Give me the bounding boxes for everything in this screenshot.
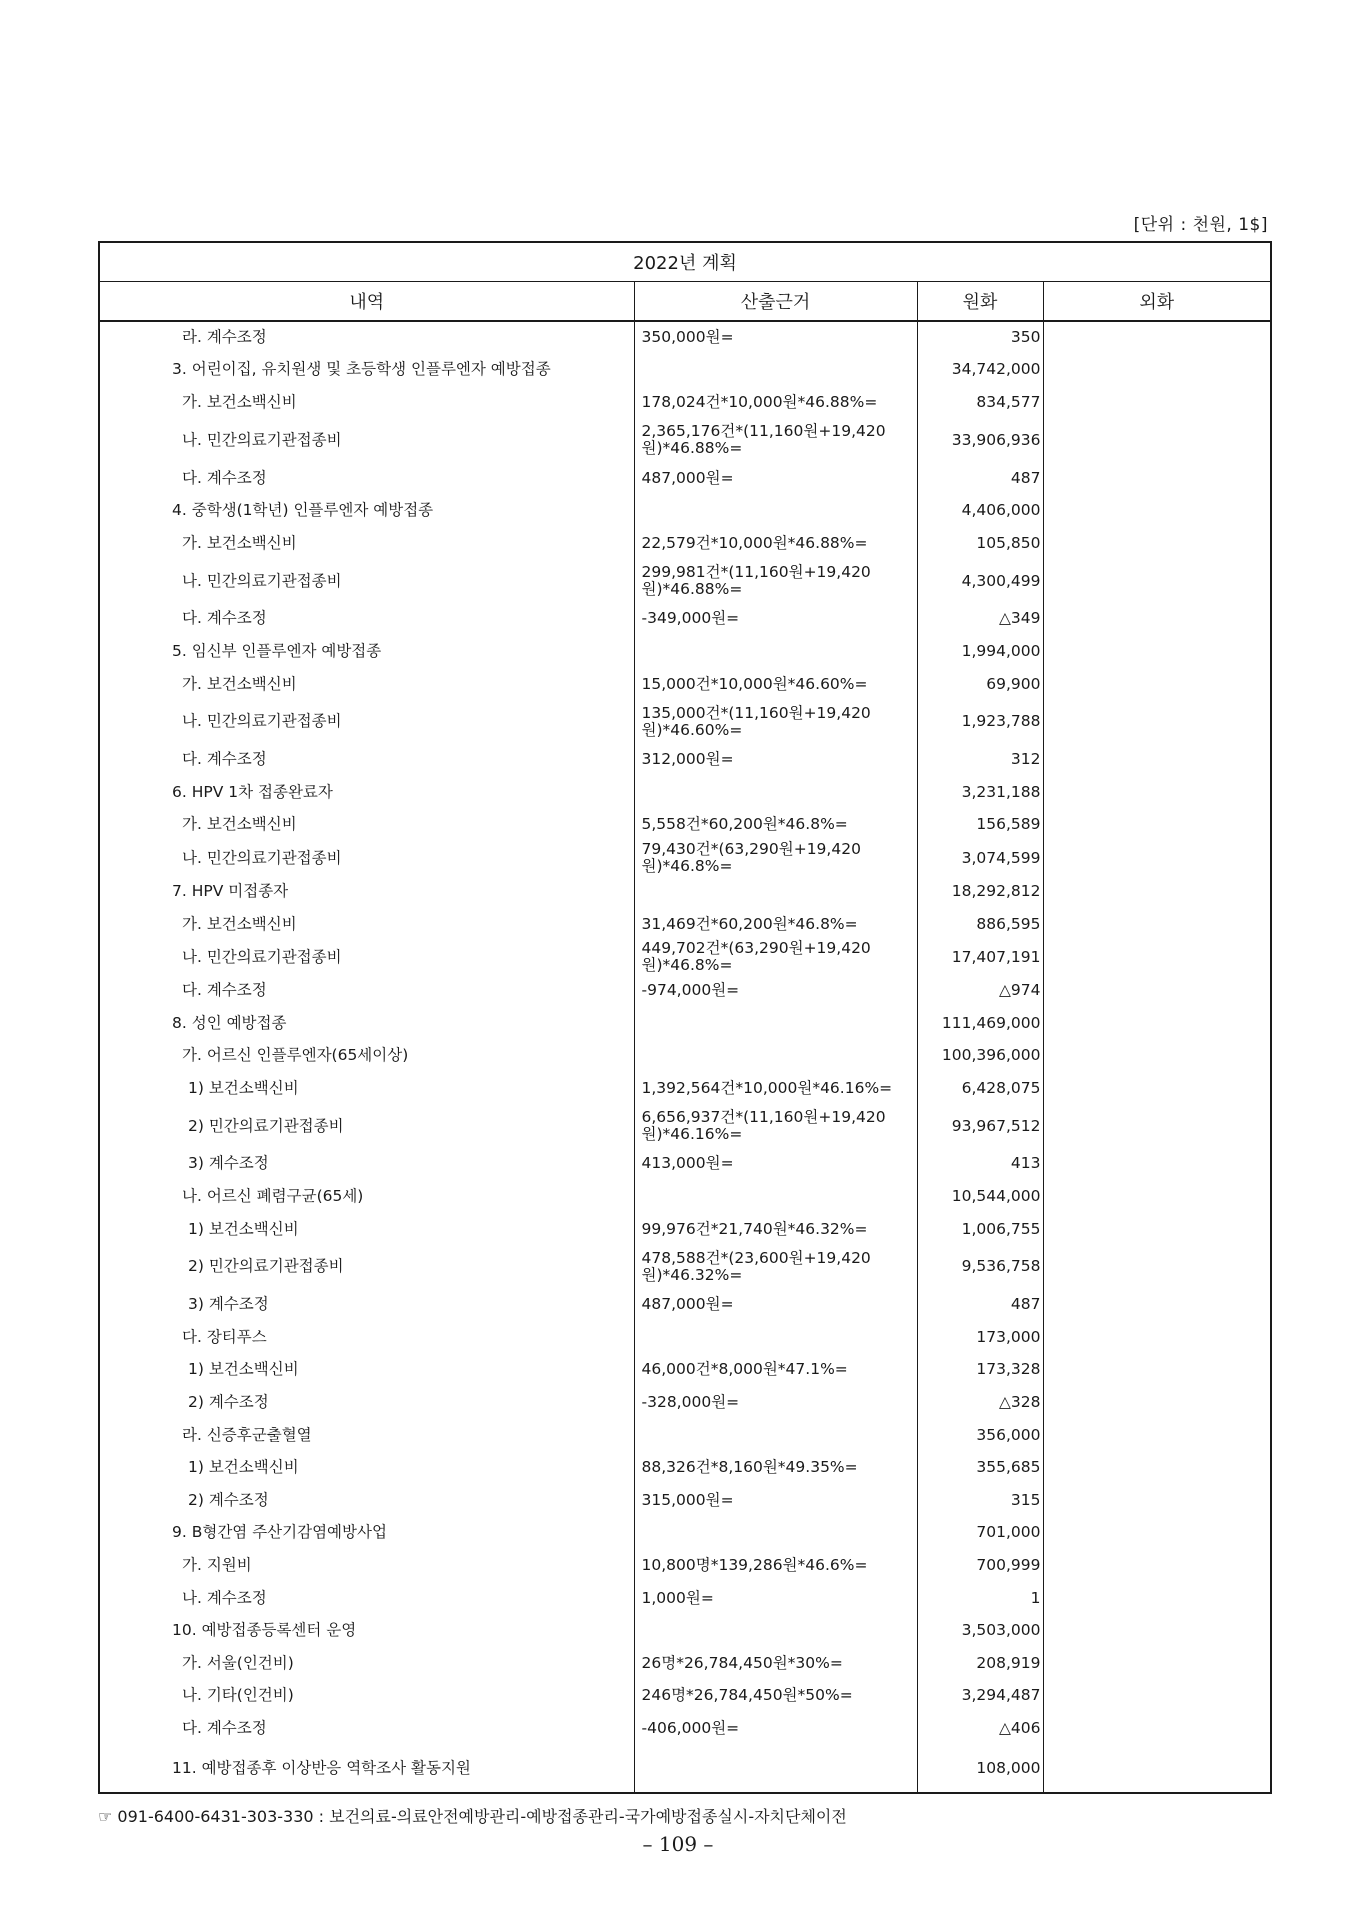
row-foreign [1043, 1105, 1271, 1148]
table-row [99, 809, 1271, 842]
table-row [99, 1245, 1271, 1288]
row-item: 1) 보건소백신비 [99, 1354, 634, 1387]
row-item: 가. 서울(인건비) [99, 1647, 634, 1680]
row-basis: 5,558건*60,200원*46.8%= [634, 809, 917, 842]
row-basis: 478,588건*(23,600원+19,420원)*46.32%= [634, 1245, 917, 1288]
table-row [99, 908, 1271, 941]
row-won: 487 [917, 462, 1043, 495]
row-won: △406 [917, 1712, 1043, 1745]
row-basis: 350,000원= [634, 321, 917, 354]
row-foreign [1043, 635, 1271, 668]
row-item: 라. 신증후군출혈열 [99, 1419, 634, 1452]
table-row [99, 841, 1271, 875]
row-basis: 6,656,937건*(11,160원+19,420원)*46.16%= [634, 1105, 917, 1148]
row-won: 1,994,000 [917, 635, 1043, 668]
row-item: 9. B형간염 주산기감염예방사업 [99, 1517, 634, 1550]
row-won: 10,544,000 [917, 1180, 1043, 1213]
plan-header: 2022년 계획 [99, 242, 1271, 282]
table-row [99, 1105, 1271, 1148]
table-row [99, 1354, 1271, 1387]
row-foreign [1043, 1484, 1271, 1517]
row-won: 886,595 [917, 908, 1043, 941]
row-item: 3. 어린이집, 유치원생 및 초등학생 인플루엔자 예방접종 [99, 354, 634, 387]
row-basis: 15,000건*10,000원*46.60%= [634, 668, 917, 701]
row-basis: 449,702건*(63,290원+19,420원)*46.8%= [634, 940, 917, 974]
row-basis: -349,000원= [634, 603, 917, 636]
row-basis [634, 1517, 917, 1550]
row-item: 나. 민간의료기관접종비 [99, 700, 634, 743]
row-basis: 46,000건*8,000원*47.1%= [634, 1354, 917, 1387]
row-basis: 1,392,564건*10,000원*46.16%= [634, 1072, 917, 1105]
row-item: 나. 계수조정 [99, 1582, 634, 1615]
row-won: 6,428,075 [917, 1072, 1043, 1105]
row-item: 6. HPV 1차 접종완료자 [99, 776, 634, 809]
row-won: 111,469,000 [917, 1007, 1043, 1040]
row-won: 93,967,512 [917, 1105, 1043, 1148]
row-foreign [1043, 603, 1271, 636]
row-foreign [1043, 743, 1271, 776]
page-number: – 109 – [642, 1832, 714, 1856]
row-won: 156,589 [917, 809, 1043, 842]
row-foreign [1043, 386, 1271, 419]
row-item: 4. 중학생(1학년) 인플루엔자 예방접종 [99, 494, 634, 527]
row-basis: 178,024건*10,000원*46.88%= [634, 386, 917, 419]
row-won: 1,923,788 [917, 700, 1043, 743]
row-basis: 1,000원= [634, 1582, 917, 1615]
row-basis: 312,000원= [634, 743, 917, 776]
table-row [99, 560, 1271, 603]
row-basis: 10,800명*139,286원*46.6%= [634, 1549, 917, 1582]
row-item: 나. 민간의료기관접종비 [99, 841, 634, 875]
row-item: 2) 계수조정 [99, 1386, 634, 1419]
row-won: 355,685 [917, 1451, 1043, 1484]
row-foreign [1043, 1419, 1271, 1452]
row-basis: 487,000원= [634, 1288, 917, 1321]
row-foreign [1043, 1712, 1271, 1745]
row-basis: 79,430건*(63,290원+19,420원)*46.8%= [634, 841, 917, 875]
row-foreign [1043, 354, 1271, 387]
row-item: 3) 계수조정 [99, 1288, 634, 1321]
row-basis [634, 1745, 917, 1793]
row-basis [634, 1180, 917, 1213]
row-foreign [1043, 1072, 1271, 1105]
row-item: 나. 민간의료기관접종비 [99, 560, 634, 603]
row-won: 34,742,000 [917, 354, 1043, 387]
row-item: 2) 계수조정 [99, 1484, 634, 1517]
row-basis: 487,000원= [634, 462, 917, 495]
row-basis [634, 1007, 917, 1040]
row-foreign [1043, 527, 1271, 560]
row-foreign [1043, 1386, 1271, 1419]
row-foreign [1043, 1288, 1271, 1321]
table-row [99, 1451, 1271, 1484]
column-header-basis: 산출근거 [634, 282, 917, 322]
row-won: 1,006,755 [917, 1213, 1043, 1246]
row-won: 315 [917, 1484, 1043, 1517]
row-item: 1) 보건소백신비 [99, 1451, 634, 1484]
row-foreign [1043, 1213, 1271, 1246]
row-foreign [1043, 940, 1271, 974]
row-item: 다. 계수조정 [99, 974, 634, 1007]
table-row [99, 776, 1271, 809]
table-row [99, 1582, 1271, 1615]
row-basis [634, 776, 917, 809]
row-item: 다. 계수조정 [99, 743, 634, 776]
row-won: 108,000 [917, 1745, 1043, 1793]
row-basis: -328,000원= [634, 1386, 917, 1419]
row-foreign [1043, 462, 1271, 495]
table-row [99, 1007, 1271, 1040]
row-won: 413 [917, 1148, 1043, 1181]
row-foreign [1043, 776, 1271, 809]
row-won: 100,396,000 [917, 1040, 1043, 1073]
row-won: 487 [917, 1288, 1043, 1321]
row-basis: 413,000원= [634, 1148, 917, 1181]
table-row [99, 1321, 1271, 1354]
row-basis: 135,000건*(11,160원+19,420원)*46.60%= [634, 700, 917, 743]
row-won: 356,000 [917, 1419, 1043, 1452]
row-item: 5. 임신부 인플루엔자 예방접종 [99, 635, 634, 668]
budget-table [98, 241, 1272, 1794]
row-item: 나. 민간의료기관접종비 [99, 940, 634, 974]
table-row [99, 1148, 1271, 1181]
row-item: 10. 예방접종등록센터 운영 [99, 1614, 634, 1647]
row-item: 11. 예방접종후 이상반응 역학조사 활동지원 [99, 1745, 634, 1793]
row-basis: -406,000원= [634, 1712, 917, 1745]
row-foreign [1043, 419, 1271, 462]
row-item: 가. 보건소백신비 [99, 668, 634, 701]
table-row [99, 635, 1271, 668]
row-basis: 88,326건*8,160원*49.35%= [634, 1451, 917, 1484]
row-foreign [1043, 668, 1271, 701]
row-basis [634, 1321, 917, 1354]
table-row [99, 875, 1271, 908]
row-won: 105,850 [917, 527, 1043, 560]
row-foreign [1043, 1180, 1271, 1213]
row-foreign [1043, 1040, 1271, 1073]
row-won: 9,536,758 [917, 1245, 1043, 1288]
row-won: 33,906,936 [917, 419, 1043, 462]
row-foreign [1043, 1148, 1271, 1181]
row-basis [634, 875, 917, 908]
table-row [99, 1386, 1271, 1419]
table-row [99, 527, 1271, 560]
row-won: 4,406,000 [917, 494, 1043, 527]
row-won: 4,300,499 [917, 560, 1043, 603]
row-won: 834,577 [917, 386, 1043, 419]
row-won: 18,292,812 [917, 875, 1043, 908]
row-basis: 31,469건*60,200원*46.8%= [634, 908, 917, 941]
row-item: 나. 민간의료기관접종비 [99, 419, 634, 462]
row-foreign [1043, 1517, 1271, 1550]
table-body [99, 321, 1271, 1793]
row-item: 가. 보건소백신비 [99, 809, 634, 842]
row-basis [634, 1614, 917, 1647]
row-foreign [1043, 908, 1271, 941]
column-header-won: 원화 [917, 282, 1043, 322]
row-basis: 2,365,176건*(11,160원+19,420원)*46.88%= [634, 419, 917, 462]
row-item: 8. 성인 예방접종 [99, 1007, 634, 1040]
table-row [99, 1213, 1271, 1246]
row-won: 700,999 [917, 1549, 1043, 1582]
row-item: 가. 지원비 [99, 1549, 634, 1582]
row-item: 3) 계수조정 [99, 1148, 634, 1181]
table-row [99, 1549, 1271, 1582]
row-won: 173,000 [917, 1321, 1043, 1354]
row-item: 7. HPV 미접종자 [99, 875, 634, 908]
row-item: 2) 민간의료기관접종비 [99, 1105, 634, 1148]
row-won: 3,074,599 [917, 841, 1043, 875]
table-row [99, 321, 1271, 354]
row-item: 가. 어르신 인플루엔자(65세이상) [99, 1040, 634, 1073]
budget-code-footnote: ☞ 091-6400-6431-303-330 : 보건의료-의료안전예방관리-예방접종관리-국가예방접종실시-자치단체이전 [98, 1807, 847, 1826]
table-row [99, 494, 1271, 527]
table-row [99, 1419, 1271, 1452]
row-won: △328 [917, 1386, 1043, 1419]
table-row [99, 1288, 1271, 1321]
row-foreign [1043, 494, 1271, 527]
column-header-foreign: 외화 [1043, 282, 1271, 322]
unit-label: [단위 : 천원, 1$] [1133, 215, 1268, 235]
table-row [99, 1745, 1271, 1793]
table-row [99, 668, 1271, 701]
table-row [99, 1680, 1271, 1713]
row-foreign [1043, 809, 1271, 842]
row-foreign [1043, 700, 1271, 743]
row-basis [634, 354, 917, 387]
table-row [99, 1180, 1271, 1213]
row-foreign [1043, 1582, 1271, 1615]
row-basis: 22,579건*10,000원*46.88%= [634, 527, 917, 560]
table-row [99, 974, 1271, 1007]
row-won: 173,328 [917, 1354, 1043, 1387]
row-item: 1) 보건소백신비 [99, 1213, 634, 1246]
row-foreign [1043, 1321, 1271, 1354]
table-row [99, 1040, 1271, 1073]
row-basis [634, 635, 917, 668]
table-row [99, 386, 1271, 419]
row-won: 350 [917, 321, 1043, 354]
table-row [99, 354, 1271, 387]
table-row [99, 603, 1271, 636]
table-row [99, 743, 1271, 776]
row-foreign [1043, 1007, 1271, 1040]
row-basis: -974,000원= [634, 974, 917, 1007]
table-row [99, 1712, 1271, 1745]
row-item: 다. 장티푸스 [99, 1321, 634, 1354]
row-won: 1 [917, 1582, 1043, 1615]
row-won: △349 [917, 603, 1043, 636]
row-won: 69,900 [917, 668, 1043, 701]
row-item: 가. 보건소백신비 [99, 908, 634, 941]
row-basis: 315,000원= [634, 1484, 917, 1517]
row-item: 1) 보건소백신비 [99, 1072, 634, 1105]
row-won: 3,294,487 [917, 1680, 1043, 1713]
row-won: △974 [917, 974, 1043, 1007]
row-won: 701,000 [917, 1517, 1043, 1550]
row-basis [634, 1040, 917, 1073]
row-item: 가. 보건소백신비 [99, 527, 634, 560]
row-foreign [1043, 875, 1271, 908]
row-won: 312 [917, 743, 1043, 776]
row-item: 다. 계수조정 [99, 603, 634, 636]
row-foreign [1043, 841, 1271, 875]
table-row [99, 940, 1271, 974]
row-foreign [1043, 1745, 1271, 1793]
column-header-item: 내역 [99, 282, 634, 322]
table-row [99, 1614, 1271, 1647]
row-item: 다. 계수조정 [99, 462, 634, 495]
table-row [99, 1072, 1271, 1105]
row-foreign [1043, 560, 1271, 603]
table-row [99, 700, 1271, 743]
row-foreign [1043, 1451, 1271, 1484]
row-basis: 246명*26,784,450원*50%= [634, 1680, 917, 1713]
table-row [99, 1647, 1271, 1680]
row-foreign [1043, 321, 1271, 354]
row-foreign [1043, 1680, 1271, 1713]
table-row [99, 1484, 1271, 1517]
row-basis [634, 494, 917, 527]
row-won: 3,231,188 [917, 776, 1043, 809]
row-item: 가. 보건소백신비 [99, 386, 634, 419]
row-won: 3,503,000 [917, 1614, 1043, 1647]
row-foreign [1043, 974, 1271, 1007]
row-item: 나. 어르신 폐렴구균(65세) [99, 1180, 634, 1213]
table-row [99, 1517, 1271, 1550]
row-basis [634, 1419, 917, 1452]
row-won: 208,919 [917, 1647, 1043, 1680]
row-foreign [1043, 1647, 1271, 1680]
row-foreign [1043, 1614, 1271, 1647]
row-item: 2) 민간의료기관접종비 [99, 1245, 634, 1288]
row-basis: 299,981건*(11,160원+19,420원)*46.88%= [634, 560, 917, 603]
row-item: 라. 계수조정 [99, 321, 634, 354]
row-foreign [1043, 1354, 1271, 1387]
table-row [99, 462, 1271, 495]
row-item: 나. 기타(인건비) [99, 1680, 634, 1713]
row-basis: 26명*26,784,450원*30%= [634, 1647, 917, 1680]
row-foreign [1043, 1549, 1271, 1582]
table-row [99, 419, 1271, 462]
row-item: 다. 계수조정 [99, 1712, 634, 1745]
row-foreign [1043, 1245, 1271, 1288]
row-basis: 99,976건*21,740원*46.32%= [634, 1213, 917, 1246]
row-won: 17,407,191 [917, 940, 1043, 974]
